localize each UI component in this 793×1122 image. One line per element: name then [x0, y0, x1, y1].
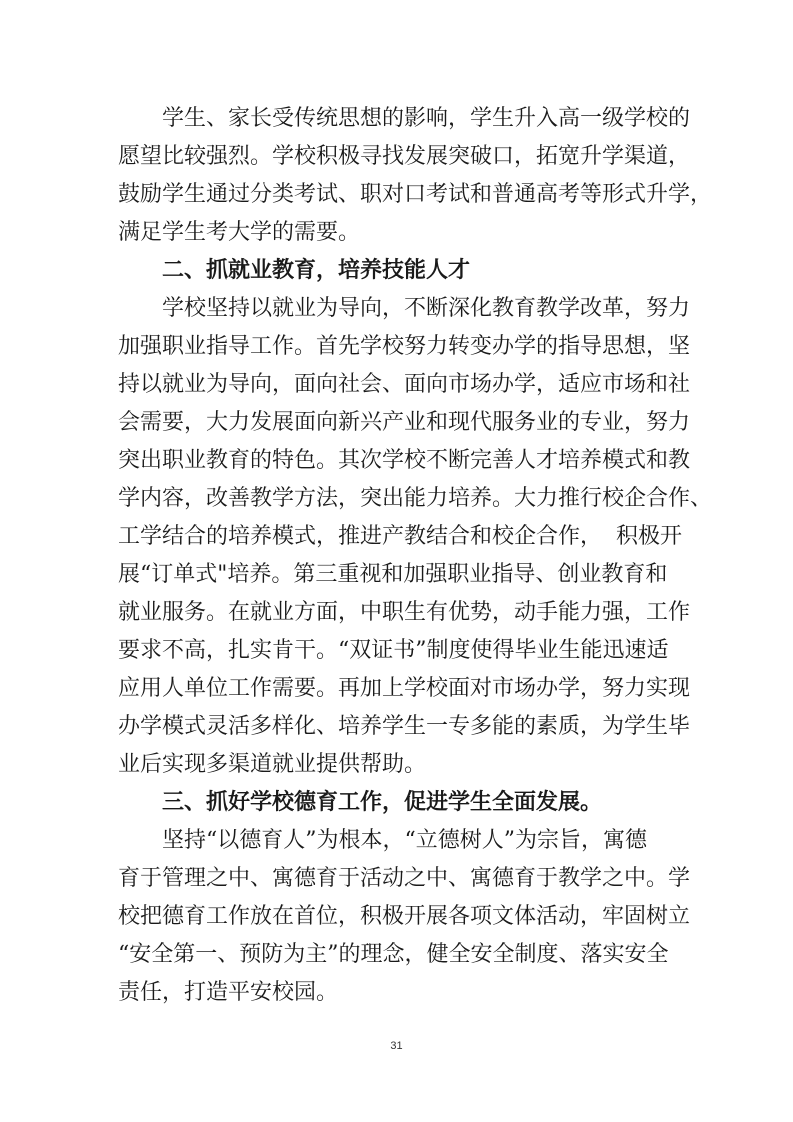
- text-line: 办学模式灵活多样化、培养学生一专多能的素质，为学生毕: [118, 714, 691, 739]
- text-line: 工学结合的培养模式，推进产教结合和校企合作， 积极开: [118, 524, 682, 549]
- text-line: 学校坚持以就业为导向，不断深化教育教学改革，努力: [162, 296, 691, 321]
- text-line: 满足学生考大学的需要。: [118, 220, 361, 245]
- text-line: 持以就业为导向，面向社会、面向市场办学，适应市场和社: [118, 372, 691, 397]
- text-line: 展“订单式"培养。第三重视和加强职业指导、创业教育和: [118, 562, 668, 587]
- text-line: 会需要，大力发展面向新兴产业和现代服务业的专业，努力: [118, 410, 691, 435]
- text-line: 学内容，改善教学方法，突出能力培养。大力推行校企合作、: [118, 486, 713, 511]
- text-line: 应用人单位工作需要。再加上学校面对市场办学，努力实现: [118, 676, 691, 701]
- text-line: “安全第一、预防为主”的理念，健全安全制度、落实安全: [118, 942, 669, 967]
- text-line: 育于管理之中、寓德育于活动之中、寓德育于教学之中。学: [118, 866, 691, 891]
- text-line: 学生、家长受传统思想的影响，学生升入高一级学校的: [162, 106, 691, 131]
- text-line: 鼓励学生通过分类考试、职对口考试和普通高考等形式升学，: [118, 182, 713, 207]
- text-line: 突出职业教育的特色。其次学校不断完善人才培养模式和教: [118, 448, 691, 473]
- text-line: 要求不高，扎实肯干。“双证书”制度使得毕业生能迅速适: [118, 638, 669, 663]
- text-line: 坚持“以德育人”为根本，“立德树人”为宗旨，寓德: [162, 828, 647, 853]
- text-line: 就业服务。在就业方面，中职生有优势，动手能力强，工作: [118, 600, 691, 625]
- text-line: 加强职业指导工作。首先学校努力转变办学的指导思想，坚: [118, 334, 691, 359]
- text-line: 愿望比较强烈。学校积极寻找发展突破口，拓宽升学渠道，: [118, 144, 691, 169]
- text-line: 责任，打造平安校园。: [118, 980, 339, 1005]
- page-number: 31: [390, 1040, 403, 1052]
- text-line: 校把德育工作放在首位，积极开展各项文体活动，牢固树立: [118, 904, 691, 929]
- section-heading-2: 二、抓就业教育，培养技能人才: [162, 258, 471, 283]
- section-heading-3: 三、抓好学校德育工作，促进学生全面发展。: [162, 790, 603, 815]
- body-text: [118, 100, 713, 1012]
- text-line: 业后实现多渠道就业提供帮助。: [118, 752, 427, 777]
